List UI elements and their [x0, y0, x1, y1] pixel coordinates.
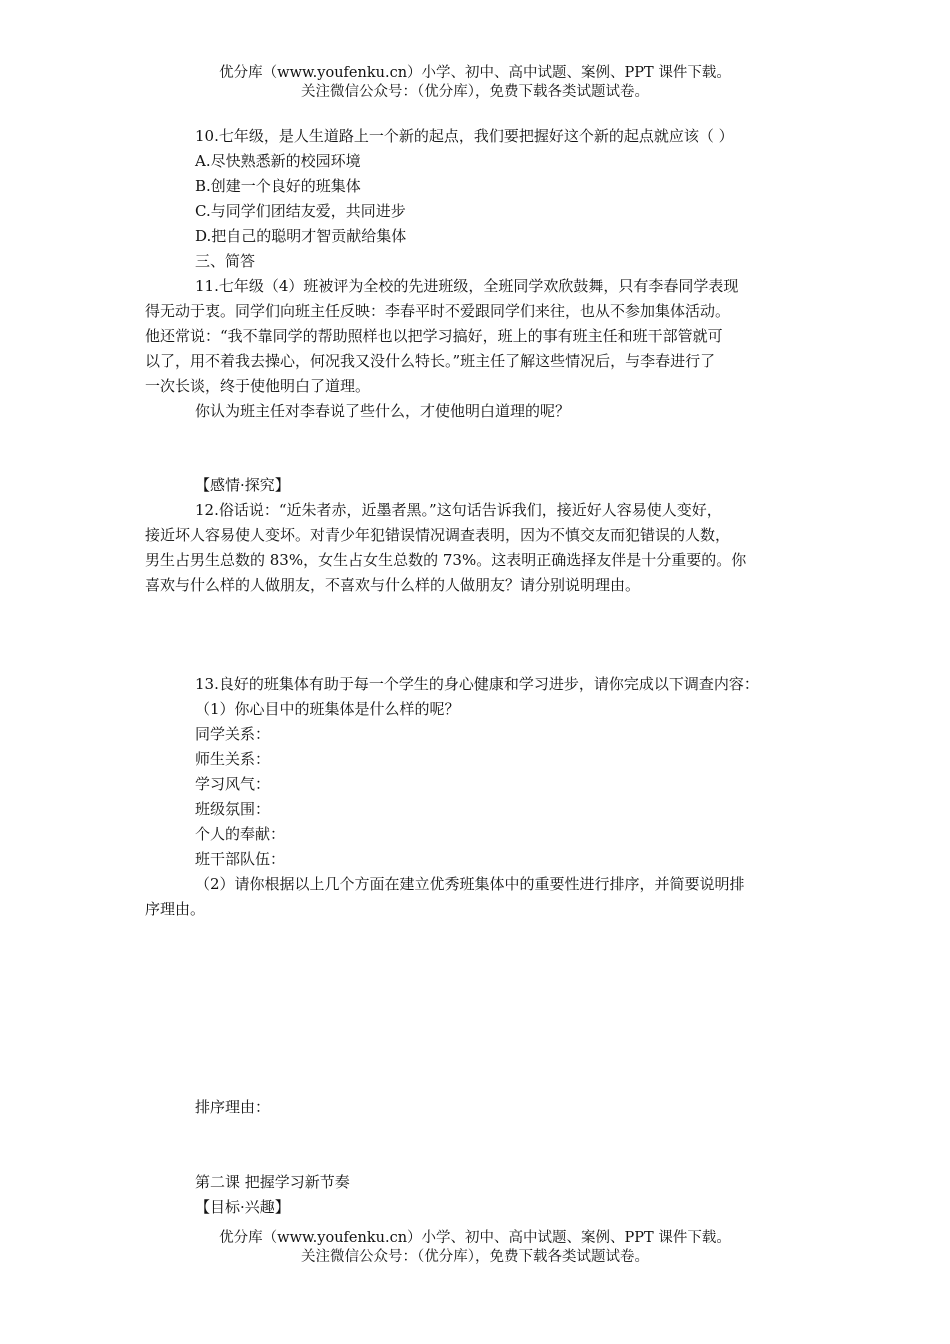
q13-field-study-style: 学习风气：: [195, 775, 271, 793]
q13-field-contribution: 个人的奉献：: [195, 825, 286, 843]
q11-prompt: 你认为班主任对李春说了些什么，才使他明白道理的呢？: [195, 402, 571, 420]
q12-line-3: 男生占男生总数的 83%，女生占女生总数的 73%。这表明正确选择友伴是十分重要的。你: [145, 551, 747, 569]
q13-field-class-leaders: 班干部队伍：: [195, 850, 286, 868]
q12-line-4: 喜欢与什么样的人做朋友，不喜欢与什么样的人做朋友？请分别说明理由。: [145, 576, 641, 594]
q13-part-2-line-2: 序理由。: [145, 900, 206, 918]
q12-line-2: 接近坏人容易使人变坏。对青少年犯错误情况调查表明，因为不慎交友而犯错误的人数，: [145, 526, 731, 544]
q11-line-2: 得无动于衷。同学们向班主任反映：李春平时不爱跟同学们来往，也从不参加集体活动。: [145, 302, 731, 320]
lesson-2-subtitle: 【目标·兴趣】: [195, 1198, 290, 1216]
q10-option-a: A.尽快熟悉新的校园环境: [195, 152, 361, 170]
q13-part-1: （1）你心目中的班集体是什么样的呢？: [195, 700, 460, 718]
q13-part-2-line-1: （2）请你根据以上几个方面在建立优秀班集体中的重要性进行排序，并简要说明排: [195, 875, 745, 893]
footer-line-2: 关注微信公众号：（优分库），免费下载各类试题试卷。: [301, 1249, 649, 1265]
q11-line-4: 以了，用不着我去操心，何况我又没什么特长。”班主任了解这些情况后，与李春进行了: [145, 352, 716, 370]
q10-option-b: B.创建一个良好的班集体: [195, 177, 361, 195]
q11-line-3: 他还常说：“我不靠同学的帮助照样也以把学习搞好，班上的事有班主任和班干部管就可: [145, 327, 723, 345]
q11-line-5: 一次长谈，终于使他明白了道理。: [145, 377, 371, 395]
q13-field-atmosphere: 班级氛围：: [195, 800, 271, 818]
header-line-2: 关注微信公众号：（优分库），免费下载各类试题试卷。: [301, 84, 649, 100]
section-title-emotion: 【感情·探究】: [195, 476, 290, 494]
q11-line-1: 11.七年级（4）班被评为全校的先进班级，全班同学欢欣鼓舞，只有李春同学表现: [195, 277, 739, 295]
q13-intro: 13.良好的班集体有助于每一个学生的身心健康和学习进步，请你完成以下调查内容：: [195, 675, 759, 693]
q10-question: 10.七年级，是人生道路上一个新的起点，我们要把握好这个新的起点就应该（ ）: [195, 127, 734, 145]
q13-reason-label: 排序理由：: [195, 1098, 271, 1116]
footer-line-1: 优分库（www.youfenku.cn）小学、初中、高中试题、案例、PPT 课件下载。: [219, 1230, 731, 1246]
q10-option-d: D.把自己的聪明才智贡献给集体: [195, 227, 407, 245]
lesson-2-title: 第二课 把握学习新节奏: [195, 1173, 350, 1191]
section-title-short-answer: 三、简答: [195, 252, 256, 270]
q13-field-teachers: 师生关系：: [195, 750, 271, 768]
q12-line-1: 12.俗话说：“近朱者赤，近墨者黑。”这句话告诉我们，接近好人容易使人变好，: [195, 501, 722, 519]
q13-field-classmates: 同学关系：: [195, 725, 271, 743]
q10-option-c: C.与同学们团结友爱，共同进步: [195, 202, 406, 220]
header-line-1: 优分库（www.youfenku.cn）小学、初中、高中试题、案例、PPT 课件下载。: [219, 65, 731, 81]
